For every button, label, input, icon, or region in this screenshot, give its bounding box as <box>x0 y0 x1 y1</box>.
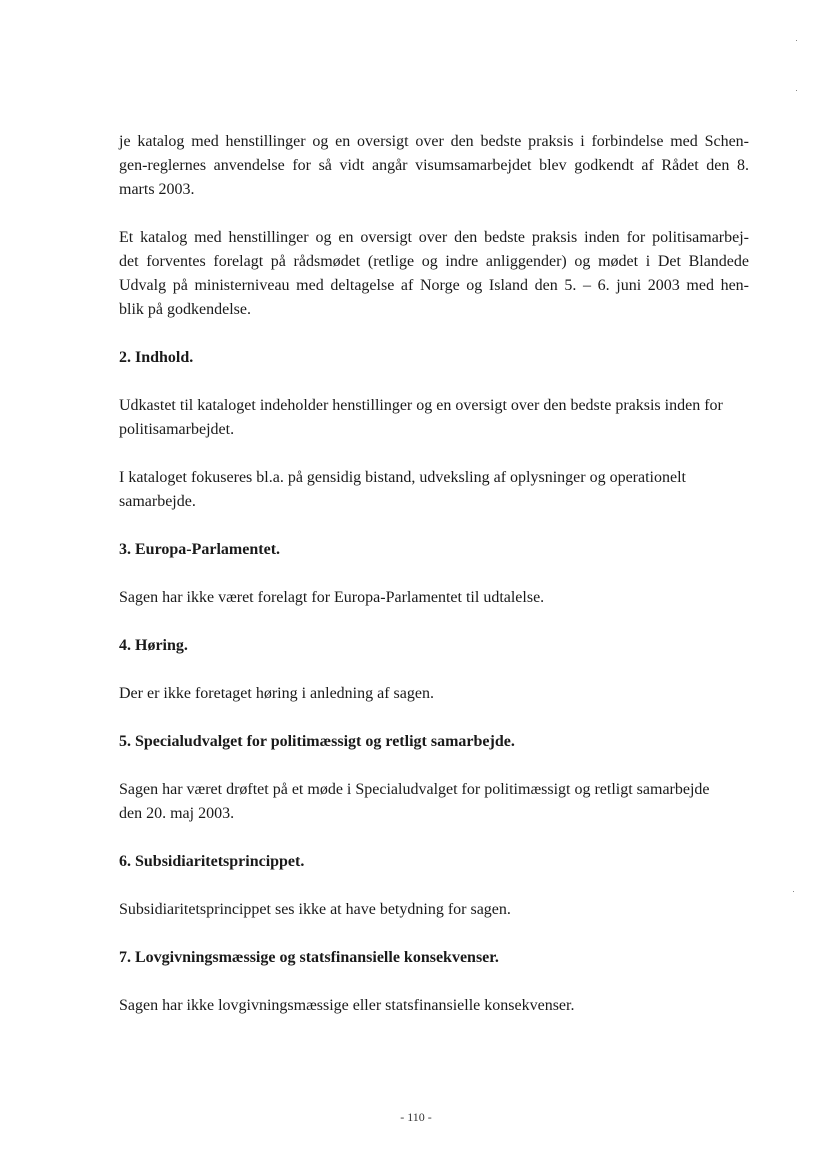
page-number: - 110 - <box>400 1110 432 1124</box>
section-heading-indhold: 2. Indhold. <box>119 349 194 366</box>
paragraph-intro-2 <box>119 226 749 322</box>
text-line: Udvalg på ministerniveau med deltagelse af Norge og Island den 5. – 6. juni 2003 med hen- <box>119 277 749 294</box>
section-heading-horing: 4. Høring. <box>119 637 188 654</box>
paragraph-subsidiaritetsprincippet <box>119 898 749 922</box>
text-line: Der er ikke foretaget høring i anledning af sagen. <box>119 685 434 702</box>
scan-speck <box>796 90 797 91</box>
paragraph-lovgivningsmaessige <box>119 994 749 1018</box>
scan-speck <box>796 40 797 41</box>
paragraph-horing <box>119 682 749 706</box>
text-line: je katalog med henstillinger og en oversigt over den bedste praksis i forbindelse med Schen- <box>119 133 749 150</box>
text-line: Sagen har ikke været forelagt for Europa-Parlamentet til udtalelse. <box>119 589 545 606</box>
section-heading-specialudvalget: 5. Specialudvalget for politimæssigt og retligt samarbejde. <box>119 733 515 750</box>
text-line: Subsidiaritetsprincippet ses ikke at have betydning for sagen. <box>119 901 511 918</box>
text-line: samarbejde. <box>119 493 196 510</box>
text-line: Sagen har været drøftet på et møde i Specialudvalget for politimæssigt og retligt samarbejde <box>119 781 710 798</box>
text-line: Sagen har ikke lovgivningsmæssige eller statsfinansielle konsekvenser. <box>119 997 575 1014</box>
section-heading-lovgivningsmaessige: 7. Lovgivningsmæssige og statsfinansielle konsekvenser. <box>119 949 499 966</box>
text-line: Udkastet til kataloget indeholder henstillinger og en oversigt over den bedste praksis inden for <box>119 397 723 414</box>
section-heading-subsidiaritetsprincippet: 6. Subsidiaritetsprincippet. <box>119 853 305 870</box>
paragraph-indhold-1 <box>119 394 749 442</box>
text-line: I kataloget fokuseres bl.a. på gensidig bistand, udveksling af oplysninger og operationelt <box>119 469 686 486</box>
text-line: Et katalog med henstillinger og en oversigt over den bedste praksis inden for politisamarbej- <box>119 229 749 246</box>
text-line: det forventes forelagt på rådsmødet (retlige og indre anliggender) og mødet i Det Blandede <box>119 253 749 270</box>
document-body <box>119 130 749 1018</box>
paragraph-europa-parlamentet <box>119 586 749 610</box>
text-line: den 20. maj 2003. <box>119 805 235 822</box>
paragraph-intro-1 <box>119 130 749 202</box>
text-line: blik på godkendelse. <box>119 301 251 318</box>
paragraph-indhold-2 <box>119 466 749 514</box>
scan-speck <box>793 891 794 892</box>
text-line: gen-reglernes anvendelse for så vidt angår visumsamarbejdet blev godkendt af Rådet den 8. <box>119 157 749 174</box>
text-line: politisamarbejdet. <box>119 421 235 438</box>
section-heading-europa-parlamentet: 3. Europa-Parlamentet. <box>119 541 281 558</box>
text-line: marts 2003. <box>119 181 195 198</box>
paragraph-specialudvalget <box>119 778 749 826</box>
